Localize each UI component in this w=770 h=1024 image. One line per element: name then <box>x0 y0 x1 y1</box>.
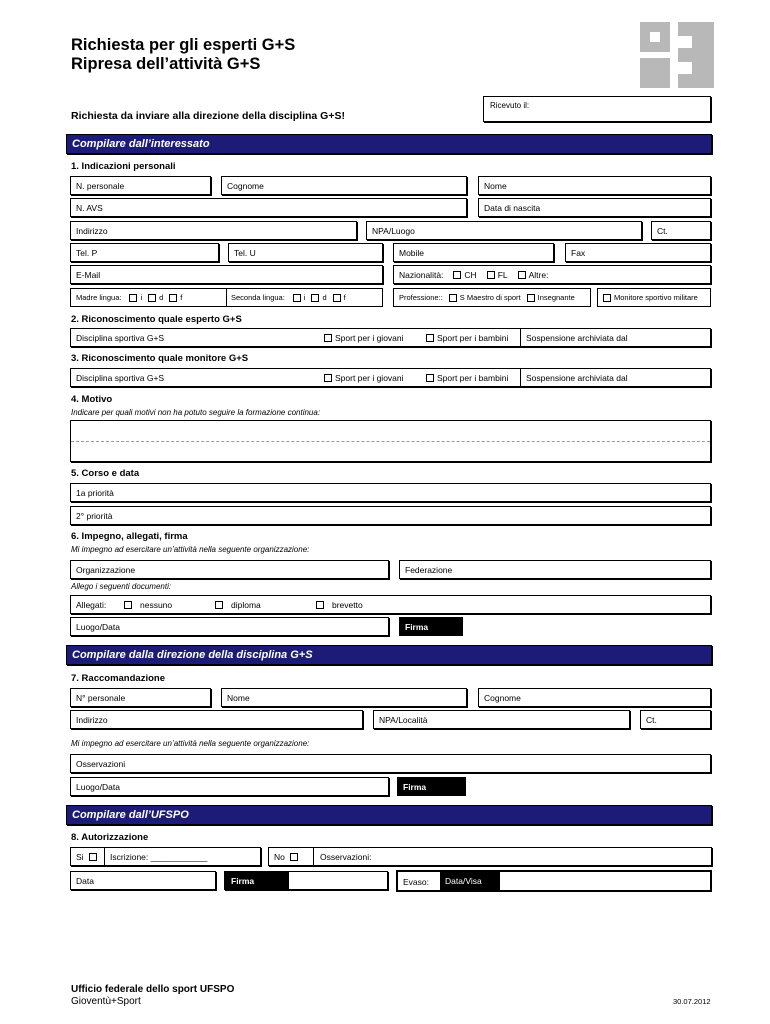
n-personale-field[interactable] <box>70 176 211 195</box>
indirizzo-label: Indirizzo <box>76 225 108 236</box>
section-c-header: Compilare dall’UFSPO <box>66 805 712 825</box>
lingua-row <box>70 288 383 307</box>
iscrizione-label[interactable]: Iscrizione: ____________ <box>110 852 208 862</box>
n-avs-label: N. AVS <box>76 202 103 213</box>
s2-bambini-option[interactable] <box>426 333 508 343</box>
s2-disciplina-label: Disciplina sportiva G+S <box>76 333 165 343</box>
footer-program: Gioventù+Sport <box>71 996 141 1007</box>
nat-altre-option[interactable] <box>518 270 549 280</box>
seconda-i-option[interactable] <box>293 293 306 302</box>
b-ct-field[interactable] <box>640 710 711 729</box>
checkbox-icon[interactable] <box>293 294 301 302</box>
data-visa-label: Data/Visa <box>445 876 482 886</box>
evaso-field <box>396 870 712 892</box>
title-line-1: Richiesta per gli esperti G+S <box>71 36 296 54</box>
s6-instruction1: Mi impegno ad esercitare un’attività nella seguente organizzazione: <box>71 545 310 554</box>
checkbox-icon[interactable] <box>333 294 341 302</box>
b-nome-label: Nome <box>227 692 250 703</box>
page-title <box>71 36 295 74</box>
luogo-data-field[interactable] <box>70 617 389 636</box>
divider <box>313 848 314 865</box>
data-visa-field[interactable] <box>440 872 500 890</box>
b-n-personale-field[interactable] <box>70 688 211 707</box>
seconda-d-option[interactable] <box>311 293 326 302</box>
s2-giovani-label: Sport per i giovani <box>335 333 404 343</box>
c-firma-field[interactable] <box>225 872 289 889</box>
b-luogo-data-label: Luogo/Data <box>76 781 120 792</box>
indirizzo-field[interactable] <box>70 221 357 240</box>
received-box[interactable] <box>483 96 711 122</box>
organizzazione-field[interactable] <box>70 560 389 579</box>
title-line-2: Ripresa dell’attività G+S <box>71 55 261 73</box>
n-personale-label: N. personale <box>76 180 125 191</box>
nessuno-option[interactable] <box>124 600 172 610</box>
b-npa-localita-field[interactable] <box>373 710 630 729</box>
b-osservazioni-field[interactable] <box>70 754 711 773</box>
email-field[interactable] <box>70 265 383 284</box>
footer-office <box>71 984 234 1008</box>
checkbox-icon[interactable] <box>324 374 332 382</box>
no-label: No <box>274 852 285 862</box>
checkbox-icon[interactable] <box>148 294 156 302</box>
brevetto-label: brevetto <box>332 600 363 610</box>
mobile-field[interactable] <box>393 243 554 262</box>
luogo-data-label: Luogo/Data <box>76 621 120 632</box>
checkbox-icon[interactable] <box>215 601 223 609</box>
checkbox-icon[interactable] <box>324 334 332 342</box>
checkbox-icon[interactable] <box>453 271 461 279</box>
npa-luogo-label: NPA/Luogo <box>372 225 415 236</box>
allegati-row <box>70 595 711 614</box>
b-indirizzo-label: Indirizzo <box>76 714 108 725</box>
prof-maestro-option[interactable] <box>449 293 521 302</box>
diploma-option[interactable] <box>215 600 261 610</box>
checkbox-icon[interactable] <box>426 334 434 342</box>
seconda-f-option[interactable] <box>333 293 346 302</box>
cognome-label: Cognome <box>227 180 264 191</box>
checkbox-icon[interactable] <box>527 294 535 302</box>
checkbox-icon[interactable] <box>124 601 132 609</box>
s6-heading: 6. Impegno, allegati, firma <box>71 531 188 542</box>
checkbox-icon[interactable] <box>169 294 177 302</box>
s2-heading: 2. Riconoscimento quale esperto G+S <box>71 314 242 325</box>
organizzazione-label: Organizzazione <box>76 564 136 575</box>
professione-field <box>393 288 591 307</box>
b-npa-localita-label: NPA/Località <box>379 714 428 725</box>
si-label: Si <box>76 852 84 862</box>
lang-f-label: f <box>343 293 346 302</box>
section-b-header: Compilare dalla direzione della disciplina G+S <box>66 645 712 665</box>
checkbox-icon[interactable] <box>290 853 298 861</box>
nat-fl-label: FL <box>497 269 508 280</box>
priorita1-field[interactable] <box>70 483 711 502</box>
b-n-personale-label: N° personale <box>76 692 126 703</box>
s8-heading: 8. Autorizzazione <box>71 832 149 843</box>
seconda-lingua-group <box>231 293 352 302</box>
cognome-field[interactable] <box>221 176 467 195</box>
federazione-label: Federazione <box>405 564 453 575</box>
divider <box>520 369 521 386</box>
s3-disciplina-label: Disciplina sportiva G+S <box>76 373 165 383</box>
checkbox-icon[interactable] <box>316 601 324 609</box>
c-osservazioni-label[interactable]: Osservazioni: <box>320 852 372 862</box>
b-nome-field[interactable] <box>221 688 467 707</box>
s3-giovani-option[interactable] <box>324 373 404 383</box>
subtitle: Richiesta da inviare alla direzione della disciplina G+S! <box>71 110 345 122</box>
allegati-label: Allegati: <box>76 600 107 610</box>
no-field <box>268 847 712 866</box>
tel-p-field[interactable] <box>70 243 219 262</box>
lang-d-label: d <box>322 293 327 302</box>
checkbox-icon[interactable] <box>129 294 137 302</box>
lang-i-label: i <box>140 293 143 302</box>
s3-bambini-option[interactable] <box>426 373 508 383</box>
s5-heading: 5. Corso e data <box>71 468 140 479</box>
lang-d-label: d <box>159 293 164 302</box>
s2-sospensione-label: Sospensione archiviata dal <box>526 333 628 343</box>
madre-i-option[interactable] <box>129 293 142 302</box>
brevetto-option[interactable] <box>316 600 363 610</box>
js-logo-icon <box>640 22 714 88</box>
prof-monitore-option[interactable] <box>597 288 711 307</box>
divider <box>226 289 227 306</box>
nazionalita-label: Nazionalità: <box>399 269 444 280</box>
c-firma-label: Firma <box>231 875 255 886</box>
nat-ch-option[interactable] <box>453 270 476 280</box>
s2-row <box>70 328 711 347</box>
section-a-header: Compilare dall’interessato <box>66 134 712 154</box>
b-cognome-label: Cognome <box>484 692 521 703</box>
ct-field[interactable] <box>651 221 711 240</box>
priorita1-label: 1a priorità <box>76 487 114 498</box>
divider <box>104 848 105 865</box>
divider <box>520 329 521 346</box>
s4-instruction: Indicare per quali motivi non ha potuto seguire la formazione continua: <box>71 408 321 417</box>
madre-f-option[interactable] <box>169 293 182 302</box>
c-data-field[interactable] <box>70 871 216 890</box>
motivo-textarea[interactable] <box>70 420 711 462</box>
npa-luogo-field[interactable] <box>366 221 642 240</box>
b-firma-field[interactable] <box>397 777 466 796</box>
prof-insegnante-option[interactable] <box>527 293 575 302</box>
footer-date: 30.07.2012 <box>673 997 711 1006</box>
nat-altre-label: Altre: <box>528 269 549 280</box>
b-cognome-field[interactable] <box>478 688 711 707</box>
firma-label: Firma <box>405 621 429 632</box>
prof-insegnante-label: Insegnante <box>537 293 575 302</box>
tel-p-label: Tel. P <box>76 247 98 258</box>
email-label: E-Mail <box>76 269 101 280</box>
checkbox-icon[interactable] <box>603 294 611 302</box>
s3-sospensione-label: Sospensione archiviata dal <box>526 373 628 383</box>
s3-heading: 3. Riconoscimento quale monitore G+S <box>71 353 249 364</box>
firma-field[interactable] <box>399 617 463 636</box>
professione-label: Professione:: <box>399 293 443 302</box>
lang-f-label: f <box>180 293 183 302</box>
tel-u-label: Tel. U <box>234 247 256 258</box>
prof-monitore-label: Monitore sportivo militare <box>614 293 698 302</box>
n-avs-field[interactable] <box>70 198 467 217</box>
madre-lingua-label: Madre lingua: <box>76 293 122 302</box>
s1-heading: 1. Indicazioni personali <box>71 161 176 172</box>
madre-d-option[interactable] <box>148 293 163 302</box>
priorita2-label: 2° priorità <box>76 510 113 521</box>
b-luogo-data-field[interactable] <box>70 777 389 796</box>
checkbox-icon[interactable] <box>487 271 495 279</box>
si-field <box>70 847 261 866</box>
tel-u-field[interactable] <box>228 243 383 262</box>
s7-instruction: Mi impegno ad esercitare un’attività nella seguente organizzazione: <box>71 739 310 748</box>
b-ct-label: Ct. <box>646 714 657 725</box>
evaso-label: Evaso: <box>403 877 429 887</box>
received-label: Ricevuto il: <box>490 101 530 110</box>
ct-label: Ct. <box>657 225 668 236</box>
dashed-divider <box>71 441 710 442</box>
s2-giovani-option[interactable] <box>324 333 404 343</box>
s3-bambini-label: Sport per i bambini <box>437 373 509 383</box>
b-osservazioni-label: Osservazioni <box>76 758 126 769</box>
nat-fl-option[interactable] <box>487 270 508 280</box>
checkbox-icon[interactable] <box>89 853 97 861</box>
nome-label: Nome <box>484 180 507 191</box>
s2-bambini-label: Sport per i bambini <box>437 333 509 343</box>
checkbox-icon[interactable] <box>311 294 319 302</box>
seconda-lingua-label: Seconda lingua: <box>231 293 285 302</box>
lang-i-label: i <box>303 293 306 302</box>
c-firma-wrapper <box>224 871 388 890</box>
nome-field[interactable] <box>478 176 711 195</box>
nat-ch-label: CH <box>464 269 477 280</box>
diploma-label: diploma <box>231 600 261 610</box>
prof-maestro-label: S Maestro di sport <box>459 293 521 302</box>
b-firma-label: Firma <box>403 781 427 792</box>
fax-label: Fax <box>571 247 586 258</box>
checkbox-icon[interactable] <box>518 271 526 279</box>
footer-office-name: Ufficio federale dello sport UFSPO <box>71 984 235 995</box>
si-option[interactable] <box>76 852 100 862</box>
nessuno-label: nessuno <box>140 600 173 610</box>
no-option[interactable] <box>274 852 301 862</box>
b-indirizzo-field[interactable] <box>70 710 363 729</box>
mobile-label: Mobile <box>399 247 425 258</box>
s4-heading: 4. Motivo <box>71 394 113 405</box>
priorita2-field[interactable] <box>70 506 711 525</box>
s3-row <box>70 368 711 387</box>
checkbox-icon[interactable] <box>449 294 457 302</box>
federazione-field[interactable] <box>399 560 711 579</box>
data-nascita-label: Data di nascita <box>484 202 541 213</box>
fax-field[interactable] <box>565 243 711 262</box>
data-nascita-field[interactable] <box>478 198 711 217</box>
nazionalita-field[interactable] <box>393 265 711 284</box>
madre-lingua-group <box>76 293 188 302</box>
checkbox-icon[interactable] <box>426 374 434 382</box>
s6-instruction2: Allego i seguenti documenti: <box>71 582 172 591</box>
c-data-label: Data <box>76 875 94 886</box>
s7-heading: 7. Raccomandazione <box>71 673 165 684</box>
s3-giovani-label: Sport per i giovani <box>335 373 404 383</box>
